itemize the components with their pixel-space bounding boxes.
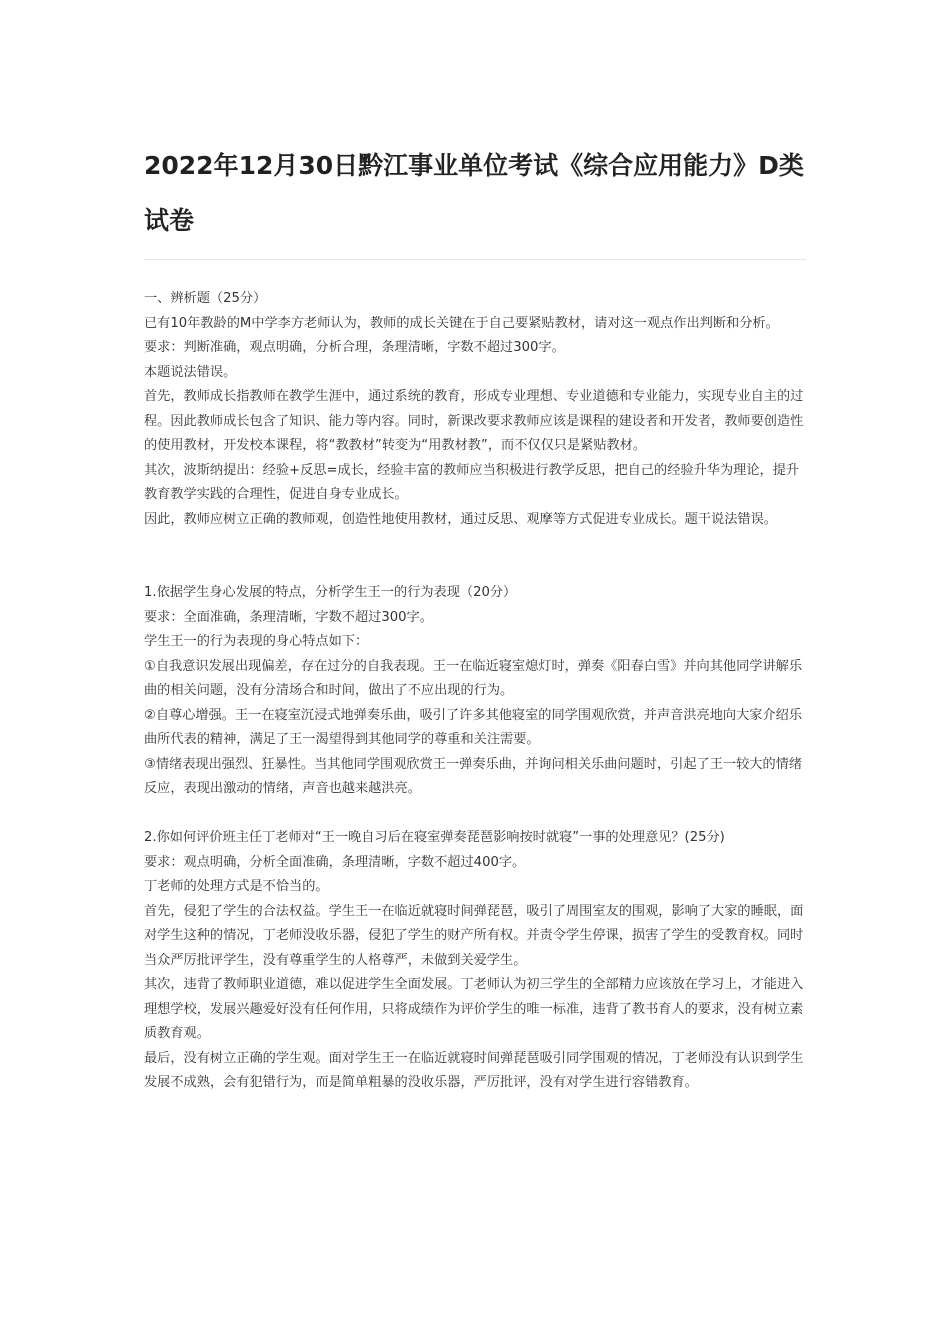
question-heading: 2.你如何评价班主任丁老师对“王一晚自习后在寝室弹奏琵琶影响按时就寝”一事的处理意见？(25分) <box>144 830 725 845</box>
paragraph: 其次，波斯纳提出：经验+反思=成长，经验丰富的教师应当积极进行教学反思，把自己的经验升华为理论，提升教育教学实践的合理性，促进自身专业成长。 <box>144 462 800 502</box>
paragraph: 其次，违背了教师职业道德，难以促进学生全面发展。丁老师认为初三学生的全部精力应该放在学习上，才能进入理想学校，发展兴趣爱好没有任何作用，只将成绩作为评价学生的唯一标准，违背了教书育人的要求，没有树立素质教育观。 <box>144 977 804 1041</box>
title-divider <box>144 259 806 260</box>
question-1 <box>144 581 812 802</box>
spacer <box>144 802 812 827</box>
paragraph: ③情绪表现出强烈、狂暴性。当其他同学围观欣赏王一弹奏乐曲，并询问相关乐曲问题时，引起了王一较大的情绪反应，表现出激动的情绪，声音也越来越洪亮。 <box>144 756 803 796</box>
paragraph: 已有10年教龄的M中学李方老师认为，教师的成长关键在于自己要紧贴教材，请对这一观点作出判断和分析。 <box>144 315 779 331</box>
section-heading: 一、辨析题（25分） <box>144 291 267 306</box>
paragraph: 学生王一的行为表现的身心特点如下： <box>144 634 369 649</box>
document-body <box>144 287 812 1096</box>
page-title: 2022年12月30日黔江事业单位考试《综合应用能力》D类试卷 <box>144 151 804 235</box>
paragraph: 要求：全面准确，条理清晰，字数不超过300字。 <box>144 609 433 625</box>
question-heading: 1.依据学生身心发展的特点，分析学生王一的行为表现（20分） <box>144 585 517 600</box>
paragraph: 要求：判断准确，观点明确，分析合理，条理清晰，字数不超过300字。 <box>144 340 565 355</box>
question-2 <box>144 826 812 1096</box>
paragraph: 首先，教师成长指教师在教学生涯中，通过系统的教育，形成专业理想、专业道德和专业能力，实现专业自主的过程。因此教师成长包含了知识、能力等内容。同时，新课改要求教师应该是课程的建设者和开发者，教师要创造性的使用教材，开发校本课程，将“教教材”转变为“用教材教”，而不仅仅只是紧贴教材。 <box>144 389 804 453</box>
paragraph: 丁老师的处理方式是不恰当的。 <box>144 879 329 894</box>
paragraph: ①自我意识发展出现偏差，存在过分的自我表现。王一在临近寝室熄灯时，弹奏《阳春白雪》并向其他同学讲解乐曲的相关问题，没有分清场合和时间，做出了不应出现的行为。 <box>144 658 803 698</box>
paragraph: 本题说法错误。 <box>144 364 237 380</box>
paragraph: 要求：观点明确，分析全面准确，条理清晰，字数不超过400字。 <box>144 854 526 870</box>
section-analysis <box>144 287 812 532</box>
spacer <box>144 532 812 581</box>
paragraph: 最后，没有树立正确的学生观。面对学生王一在临近就寝时间弹琵琶吸引同学围观的情况，丁老师没有认识到学生发展不成熟，会有犯错行为，而是简单粗暴的没收乐器，严厉批评，没有对学生进行容错教育。 <box>144 1050 804 1090</box>
paragraph: ②自尊心增强。王一在寝室沉浸式地弹奏乐曲，吸引了许多其他寝室的同学围观欣赏，并声音洪亮地向大家介绍乐曲所代表的精神，满足了王一渴望得到其他同学的尊重和关注需要。 <box>144 707 803 747</box>
paragraph: 首先，侵犯了学生的合法权益。学生王一在临近就寝时间弹琵琶，吸引了周围室友的围观，影响了大家的睡眠，面对学生这种的情况，丁老师没收乐器，侵犯了学生的财产所有权。并责令学生停课，损害了学生的受教育权。同时当众严厉批评学生，没有尊重学生的人格尊严，未做到关爱学生。 <box>144 903 804 968</box>
paragraph: 因此，教师应树立正确的教师观，创造性地使用教材，通过反思、观摩等方式促进专业成长。题干说法错误。 <box>144 511 777 527</box>
